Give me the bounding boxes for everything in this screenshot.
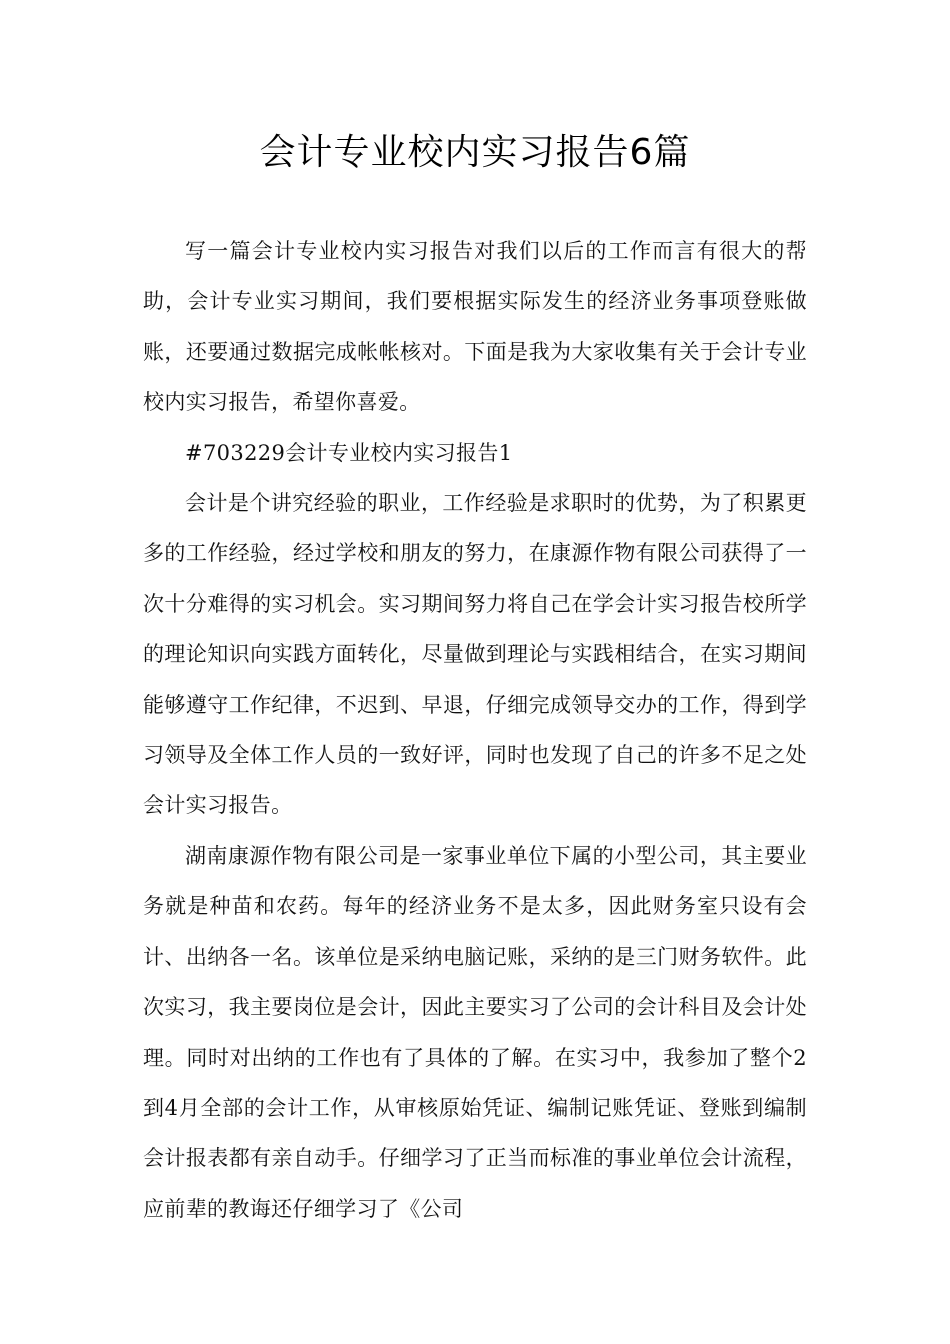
intro-paragraph: 写一篇会计专业校内实习报告对我们以后的工作而言有很大的帮助，会计专业实习期间，我们要根据实际发生的经济业务事项登账做账，还要通过数据完成帐帐核对。下面是我为大家收集有关于会计专业校内实习报告，希望你喜爱。 [143,239,807,415]
body-paragraph: 湖南康源作物有限公司是一家事业单位下属的小型公司，其主要业务就是种苗和农药。每年的经济业务不是太多，因此财务室只设有会计、出纳各一名。该单位是采纳电脑记账，采纳的是三门财务软件。此次实习，我主要岗位是会计，因此主要实习了公司的会计科目及会计处理。同时对出纳的工作也有了具体的了解。在实习中，我参加了整个2到4月全部的会计工作，从审核原始凭证、编制记账凭证、登账到编制会计报表都有亲自动手。仔细学习了正当而标准的事业单位会计流程，应前辈的教诲还仔细学习了《公司 [143,843,807,1221]
document-body [143,226,807,1234]
body-paragraph: 会计是个讲究经验的职业，工作经验是求职时的优势，为了积累更多的工作经验，经过学校和朋友的努力，在康源作物有限公司获得了一次十分难得的实习机会。实习期间努力将自己在学会计实习报告校所学的理论知识向实践方面转化，尽量做到理论与实践相结合，在实习期间能够遵守工作纪律，不迟到、早退，仔细完成领导交办的工作，得到学习领导及全体工作人员的一致好评，同时也发现了自己的许多不足之处会计实习报告。 [143,491,807,818]
section-heading: #703229会计专业校内实习报告1 [185,440,513,465]
document-title: 会计专业校内实习报告6篇 [259,132,691,173]
